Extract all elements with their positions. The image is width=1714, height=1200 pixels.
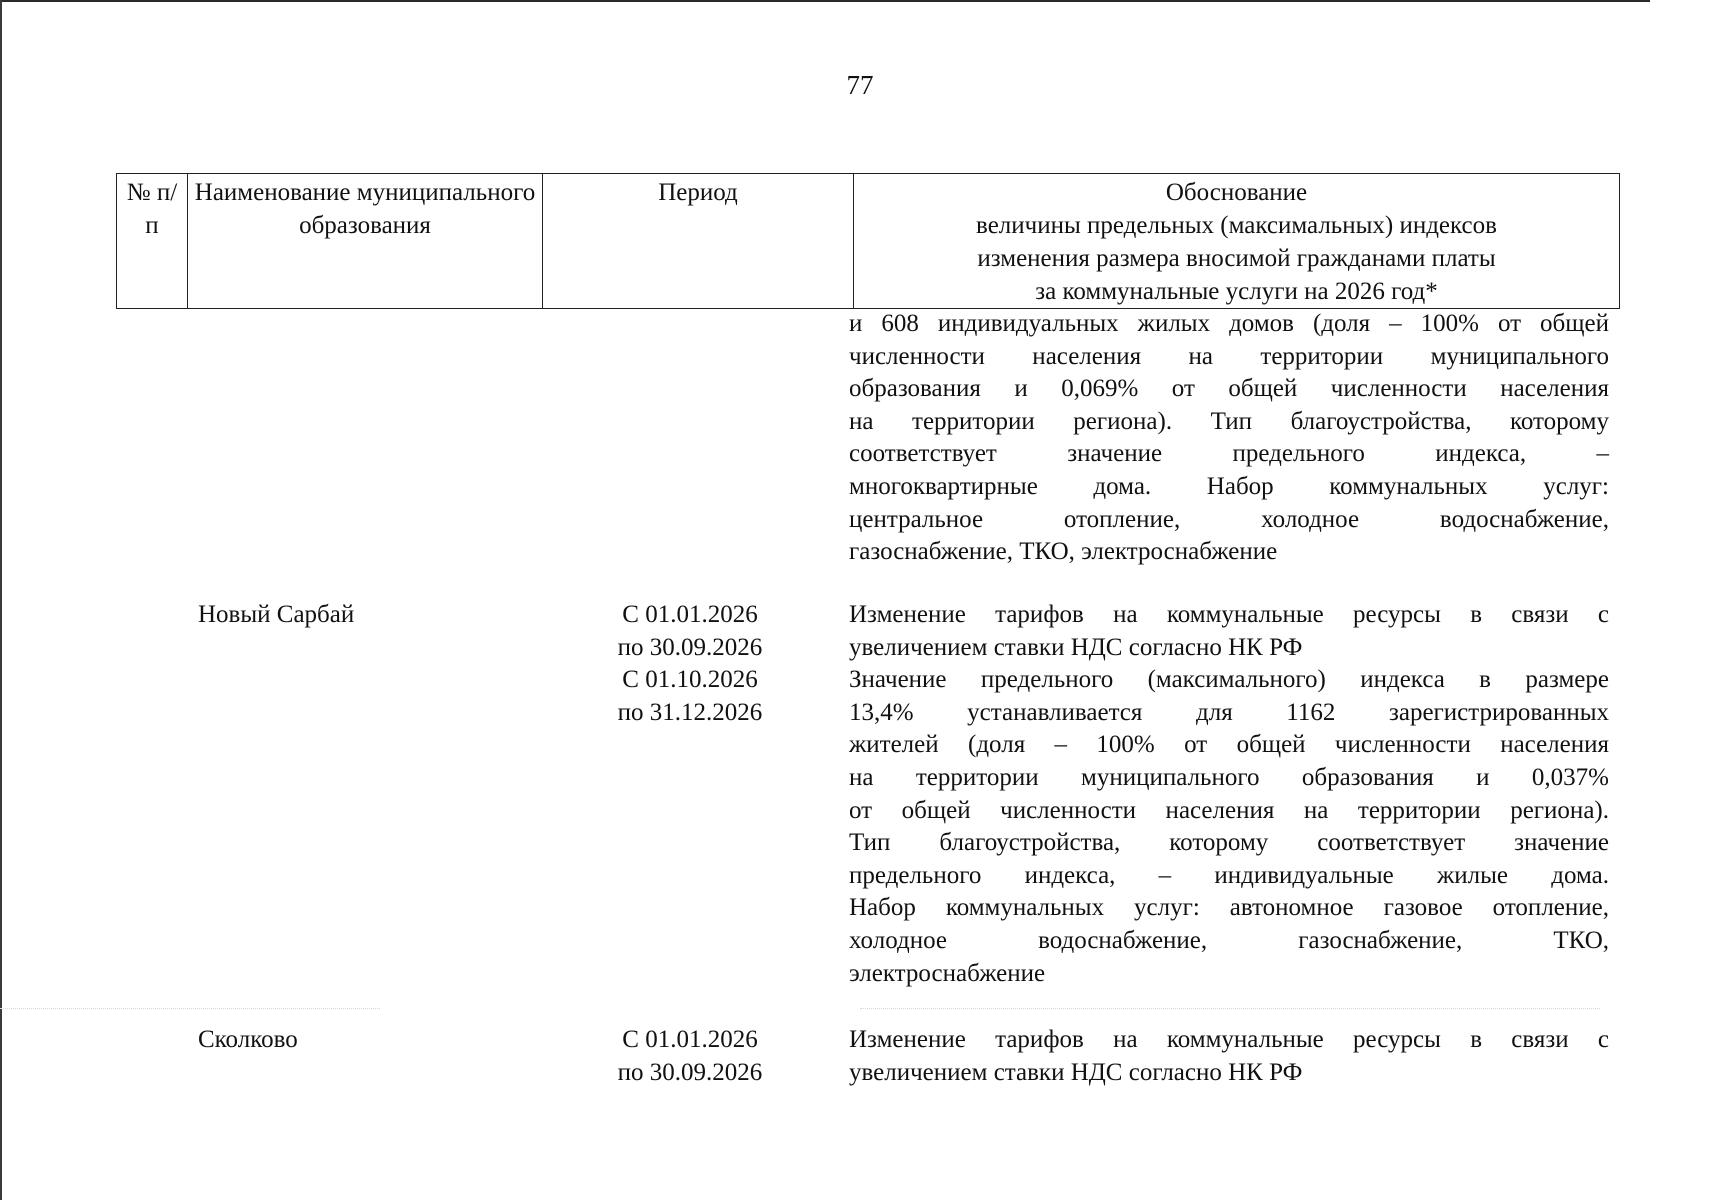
row-name-novy-sarbay: Новый Сарбай [198,601,355,628]
header-basis [854,174,1620,309]
row-period-novy-sarbay [580,599,800,729]
period-line: С 01.01.2026 [622,1026,758,1053]
basis-line: образования и 0,069% от общей численности населения [849,375,1609,403]
header-basis-line: Обоснование [1165,179,1308,206]
basis-line: Изменение тарифов на коммунальные ресурсы в связи с [849,1026,1609,1053]
row-basis-novy-sarbay [849,599,1609,990]
basis-line: Тип благоустройства, которому соответствует значение [849,829,1609,857]
continuation-basis [849,308,1609,569]
table-header [116,173,1620,309]
basis-line: и 608 индивидуальных жилых домов (доля – 100% от общей [849,310,1609,337]
period-line: С 01.10.2026 [622,666,758,694]
row-name-skolkovo: Сколково [198,1026,298,1053]
scan-artifact [0,1008,380,1010]
basis-line: увеличением ставки НДС согласно НК РФ [849,1058,1303,1086]
row-period-skolkovo [580,1024,800,1089]
scan-edge-top-right [710,0,1650,2]
basis-line: Значение предельного (максимального) индекса в размере [849,666,1609,694]
page-number: 77 [846,70,874,100]
basis-line: электроснабжение [849,959,1046,987]
basis-line: Изменение тарифов на коммунальные ресурсы в связи с [849,601,1609,628]
row-basis-skolkovo [849,1024,1609,1089]
basis-line: холодное водоснабжение, газоснабжение, ТКО, [849,926,1609,954]
basis-line: на территории муниципального образования и 0,037% [849,763,1609,791]
header-name: Наименование муниципального образования [188,174,543,309]
scan-edge-left [0,0,2,1200]
basis-line: газоснабжение, ТКО, электроснабжение [849,538,1278,566]
period-line: по 30.09.2026 [617,633,763,661]
basis-line: численности населения на территории муниципального [849,342,1609,370]
basis-line: увеличением ставки НДС согласно НК РФ [849,633,1303,661]
period-line: по 30.09.2026 [617,1058,763,1086]
basis-line: 13,4% устанавливается для 1162 зарегистрированных [849,698,1609,726]
basis-line: от общей численности населения на территории региона). [849,796,1609,824]
period-line: по 31.12.2026 [617,698,763,726]
header-num: № п/п [117,174,188,309]
header-basis-line: изменения размера вносимой гражданами платы [977,245,1496,272]
header-basis-line: за коммунальные услуги на 2026 год* [1035,278,1438,305]
header-basis-line: величины предельных (максимальных) индексов [976,212,1497,239]
basis-line: на территории региона). Тип благоустройства, которому [849,407,1609,435]
basis-line: жителей (доля – 100% от общей численности населения [849,731,1609,759]
scan-artifact [860,1008,1600,1010]
basis-line: центральное отопление, холодное водоснабжение, [849,505,1609,533]
basis-line: Набор коммунальных услуг: автономное газовое отопление, [849,894,1609,922]
basis-line: многоквартирные дома. Набор коммунальных услуг: [849,472,1609,500]
header-period: Период [543,174,854,309]
basis-line: предельного индекса, – индивидуальные жилые дома. [849,861,1609,889]
basis-line: соответствует значение предельного индекса, – [849,440,1609,468]
period-line: С 01.01.2026 [622,601,758,628]
